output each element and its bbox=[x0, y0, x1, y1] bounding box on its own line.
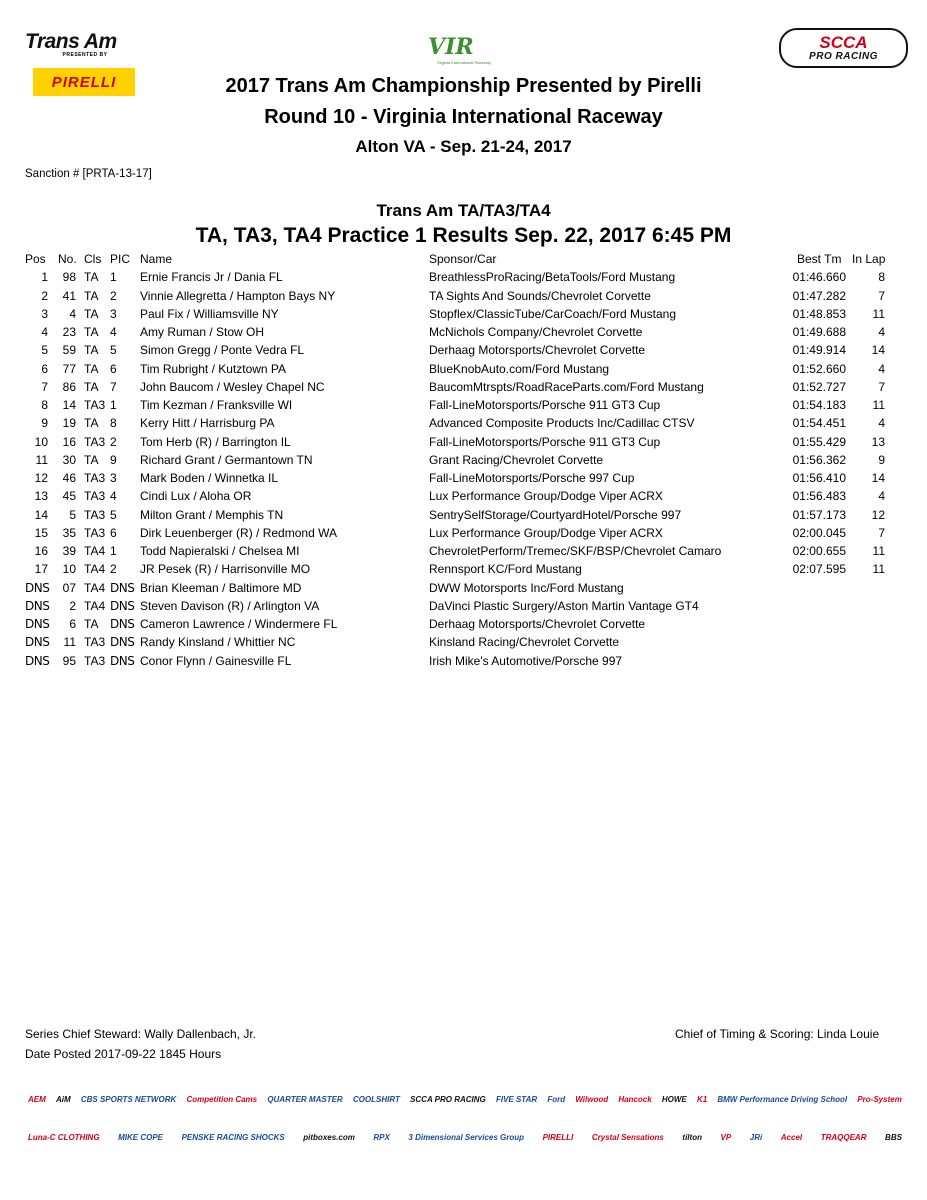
cell-sponsor-car: Fall-LineMotorsports/Porsche 911 GT3 Cup bbox=[429, 434, 661, 449]
table-row bbox=[0, 635, 927, 653]
cell-pic: 6 bbox=[110, 525, 117, 540]
cell-class: TA4 bbox=[84, 544, 106, 558]
col-header-name: Name bbox=[140, 252, 173, 266]
table-body bbox=[0, 270, 927, 672]
cell-pic: 2 bbox=[110, 562, 117, 577]
sponsor-logo: Pro-System bbox=[857, 1094, 902, 1104]
cell-best-time: 02:00.655 bbox=[792, 544, 846, 558]
cell-driver-name: Conor Flynn / Gainesville FL bbox=[140, 653, 292, 668]
sponsor-logo: Accel bbox=[780, 1132, 803, 1142]
cell-sponsor-car: Kinsland Racing/Chevrolet Corvette bbox=[429, 635, 620, 650]
cell-in-lap: 4 bbox=[878, 361, 885, 376]
cell-car-number: 41 bbox=[62, 288, 76, 303]
sponsor-logo: tilton bbox=[682, 1132, 702, 1142]
cell-in-lap: 4 bbox=[878, 325, 885, 339]
cell-pos: 12 bbox=[34, 471, 48, 485]
sponsor-logo: SCCA PRO RACING bbox=[410, 1094, 486, 1104]
cell-car-number: 6 bbox=[69, 617, 76, 631]
cell-pic: 1 bbox=[110, 398, 117, 412]
cell-pos: 16 bbox=[34, 544, 48, 558]
cell-car-number: 86 bbox=[62, 379, 76, 394]
cell-car-number: 30 bbox=[62, 452, 76, 467]
sanction-number: Sanction # [PRTA-13-17] bbox=[25, 168, 152, 180]
cell-pic: 2 bbox=[110, 434, 117, 449]
cell-sponsor-car: DaVinci Plastic Surgery/Aston Martin Vantage GT4 bbox=[429, 598, 699, 613]
cell-best-time: 01:56.483 bbox=[792, 489, 846, 504]
sponsor-logo: MIKE COPE bbox=[118, 1132, 164, 1142]
cell-in-lap: 14 bbox=[871, 471, 885, 485]
cell-car-number: 10 bbox=[62, 562, 76, 577]
col-header-in-lap: In Lap bbox=[852, 252, 886, 266]
cell-car-number: 19 bbox=[62, 416, 76, 431]
cell-car-number: 11 bbox=[63, 635, 76, 650]
cell-class: TA3 bbox=[84, 507, 106, 522]
cell-sponsor-car: McNichols Company/Chevrolet Corvette bbox=[429, 325, 643, 339]
cell-class: TA3 bbox=[84, 489, 106, 504]
sponsor-logo: Ford bbox=[547, 1094, 566, 1104]
sponsor-logo: Crystal Sensations bbox=[591, 1132, 664, 1142]
cell-best-time: 01:56.362 bbox=[792, 452, 846, 467]
cell-driver-name: Mark Boden / Winnetka IL bbox=[140, 471, 279, 485]
sponsor-logos-row-1 bbox=[25, 1088, 905, 1110]
cell-pos: DNS bbox=[25, 617, 50, 631]
cell-car-number: 16 bbox=[62, 434, 76, 449]
cell-sponsor-car: Derhaag Motorsports/Chevrolet Corvette bbox=[429, 617, 646, 631]
cell-sponsor-car: BreathlessProRacing/BetaTools/Ford Mustang bbox=[429, 270, 676, 285]
table-row bbox=[0, 416, 927, 434]
cell-pos: 6 bbox=[41, 361, 48, 376]
cell-car-number: 77 bbox=[62, 361, 76, 376]
cell-in-lap: 11 bbox=[872, 306, 885, 321]
sponsor-logo: AEM bbox=[28, 1094, 46, 1104]
trans-am-logo-text: Trans Am bbox=[25, 30, 117, 53]
cell-pic: 8 bbox=[110, 416, 117, 431]
cell-car-number: 4 bbox=[69, 306, 76, 321]
cell-sponsor-car: Fall-LineMotorsports/Porsche 911 GT3 Cup bbox=[429, 398, 661, 412]
cell-pic: DNS bbox=[110, 617, 135, 631]
cell-in-lap: 12 bbox=[871, 507, 885, 522]
cell-class: TA4 bbox=[84, 598, 106, 613]
cell-pos: DNS bbox=[25, 635, 50, 650]
table-row bbox=[0, 599, 927, 617]
sponsor-logo: AiM bbox=[55, 1094, 71, 1104]
cell-car-number: 95 bbox=[62, 653, 76, 668]
cell-pic: 1 bbox=[110, 270, 117, 285]
cell-sponsor-car: Stopflex/ClassicTube/CarCoach/Ford Mustang bbox=[429, 306, 676, 321]
pro-racing-logo-text: PRO RACING bbox=[809, 50, 878, 62]
sponsor-logo: PENSKE RACING SHOCKS bbox=[181, 1132, 285, 1142]
session-title: TA, TA3, TA4 Practice 1 Results Sep. 22, 2017 6:45 PM bbox=[195, 224, 732, 247]
chief-steward: Series Chief Steward: Wally Dallenbach, Jr. bbox=[25, 1027, 256, 1041]
cell-driver-name: JR Pesek (R) / Harrisonville MO bbox=[140, 562, 311, 577]
cell-car-number: 14 bbox=[62, 398, 76, 412]
championship-title: 2017 Trans Am Championship Presented by Pirelli bbox=[225, 75, 702, 97]
cell-sponsor-car: BlueKnobAuto.com/Ford Mustang bbox=[429, 361, 610, 376]
date-posted: Date Posted 2017-09-22 1845 Hours bbox=[25, 1047, 222, 1061]
cell-best-time: 01:47.282 bbox=[792, 288, 846, 303]
series-class-title: Trans Am TA/TA3/TA4 bbox=[376, 201, 551, 220]
cell-driver-name: Dirk Leuenberger (R) / Redmond WA bbox=[140, 525, 337, 540]
sponsor-logo: FIVE STAR bbox=[495, 1094, 538, 1104]
cell-pos: 17 bbox=[34, 562, 48, 577]
cell-pos: 5 bbox=[41, 343, 48, 358]
table-row bbox=[0, 435, 927, 453]
cell-driver-name: Cindi Lux / Aloha OR bbox=[140, 489, 252, 504]
cell-pic: 7 bbox=[110, 379, 117, 394]
sponsor-logo: QUARTER MASTER bbox=[267, 1094, 343, 1104]
cell-in-lap: 7 bbox=[878, 379, 885, 394]
cell-car-number: 45 bbox=[62, 489, 76, 504]
col-header-pic: PIC bbox=[110, 252, 131, 266]
cell-driver-name: Cameron Lawrence / Windermere FL bbox=[140, 617, 338, 631]
cell-pic: 9 bbox=[110, 452, 117, 467]
cell-driver-name: Randy Kinsland / Whittier NC bbox=[140, 635, 296, 650]
cell-driver-name: Ernie Francis Jr / Dania FL bbox=[140, 270, 283, 285]
cell-sponsor-car: Lux Performance Group/Dodge Viper ACRX bbox=[429, 525, 663, 540]
cell-pic: 4 bbox=[110, 489, 117, 504]
sponsor-logo: pitboxes.com bbox=[303, 1132, 355, 1142]
cell-pic: 3 bbox=[110, 306, 117, 321]
event-location-date: Alton VA - Sep. 21-24, 2017 bbox=[355, 137, 572, 156]
table-row bbox=[0, 453, 927, 471]
cell-car-number: 39 bbox=[62, 544, 76, 558]
cell-sponsor-car: DWW Motorsports Inc/Ford Mustang bbox=[429, 580, 624, 595]
cell-best-time: 01:46.660 bbox=[792, 270, 846, 285]
cell-in-lap: 8 bbox=[878, 270, 885, 285]
cell-driver-name: Kerry Hitt / Harrisburg PA bbox=[140, 416, 275, 431]
table-row bbox=[0, 471, 927, 489]
cell-in-lap: 4 bbox=[878, 416, 885, 431]
cell-sponsor-car: Derhaag Motorsports/Chevrolet Corvette bbox=[429, 343, 646, 358]
cell-car-number: 98 bbox=[62, 270, 76, 285]
table-row bbox=[0, 307, 927, 325]
table-row bbox=[0, 508, 927, 526]
table-row bbox=[0, 617, 927, 635]
cell-pic: DNS bbox=[110, 653, 135, 668]
cell-driver-name: Steven Davison (R) / Arlington VA bbox=[140, 598, 320, 613]
cell-sponsor-car: Grant Racing/Chevrolet Corvette bbox=[429, 452, 604, 467]
cell-best-time: 02:00.045 bbox=[792, 525, 846, 540]
cell-driver-name: Amy Ruman / Stow OH bbox=[140, 325, 265, 339]
cell-sponsor-car: SentrySelfStorage/CourtyardHotel/Porsche 997 bbox=[429, 507, 682, 522]
table-row bbox=[0, 398, 927, 416]
trans-am-logo-sub: PRESENTED BY bbox=[62, 52, 108, 58]
cell-in-lap: 11 bbox=[872, 398, 885, 412]
cell-in-lap: 14 bbox=[871, 343, 885, 358]
table-row bbox=[0, 489, 927, 507]
cell-class: TA bbox=[84, 270, 99, 285]
cell-car-number: 46 bbox=[62, 471, 76, 485]
cell-class: TA bbox=[84, 325, 99, 339]
sponsor-logo: TRAQQEAR bbox=[820, 1132, 867, 1142]
cell-class: TA3 bbox=[84, 525, 106, 540]
results-table bbox=[0, 252, 927, 672]
sponsor-logo: RPX bbox=[373, 1132, 390, 1142]
cell-sponsor-car: ChevroletPerform/Tremec/SKF/BSP/Chevrolet Camaro bbox=[429, 544, 722, 558]
scca-pro-racing-logo bbox=[779, 28, 908, 68]
cell-driver-name: Richard Grant / Germantown TN bbox=[140, 452, 313, 467]
table-row bbox=[0, 562, 927, 580]
sponsor-logo: K1 bbox=[696, 1094, 708, 1104]
cell-pic: 1 bbox=[110, 544, 117, 558]
col-header-pos: Pos bbox=[25, 252, 46, 266]
cell-in-lap: 7 bbox=[878, 525, 885, 540]
cell-in-lap: 11 bbox=[872, 562, 885, 577]
cell-best-time: 01:54.183 bbox=[792, 398, 846, 412]
cell-car-number: 59 bbox=[62, 343, 76, 358]
cell-pos: 15 bbox=[34, 525, 48, 540]
cell-pic: 3 bbox=[110, 471, 117, 485]
cell-class: TA3 bbox=[84, 653, 106, 668]
cell-driver-name: Simon Gregg / Ponte Vedra FL bbox=[140, 343, 305, 358]
sponsor-logo: CBS SPORTS NETWORK bbox=[80, 1094, 177, 1104]
vir-logo bbox=[428, 34, 500, 64]
cell-pos: 4 bbox=[41, 325, 48, 339]
cell-pos: 14 bbox=[34, 507, 48, 522]
cell-car-number: 5 bbox=[69, 507, 76, 522]
table-row bbox=[0, 581, 927, 599]
col-header-best-time: Best Tm bbox=[797, 252, 842, 266]
cell-driver-name: Paul Fix / Williamsville NY bbox=[140, 306, 279, 321]
cell-best-time: 02:07.595 bbox=[792, 562, 846, 577]
cell-class: TA3 bbox=[84, 635, 106, 650]
cell-driver-name: Brian Kleeman / Baltimore MD bbox=[140, 580, 302, 595]
table-row bbox=[0, 325, 927, 343]
cell-class: TA4 bbox=[84, 580, 106, 595]
table-row bbox=[0, 270, 927, 288]
sponsor-logo: PIRELLI bbox=[542, 1132, 574, 1142]
col-header-no: No. bbox=[58, 252, 77, 266]
cell-driver-name: Milton Grant / Memphis TN bbox=[140, 507, 284, 522]
cell-best-time: 01:49.688 bbox=[792, 325, 846, 339]
cell-in-lap: 9 bbox=[878, 452, 885, 467]
sponsor-logo: BMW Performance Driving School bbox=[717, 1094, 848, 1104]
cell-in-lap: 7 bbox=[878, 288, 885, 303]
cell-in-lap: 11 bbox=[872, 544, 885, 558]
cell-sponsor-car: TA Sights And Sounds/Chevrolet Corvette bbox=[429, 288, 651, 303]
cell-class: TA bbox=[84, 306, 99, 321]
cell-driver-name: Vinnie Allegretta / Hampton Bays NY bbox=[140, 288, 336, 303]
cell-car-number: 35 bbox=[62, 525, 76, 540]
cell-pos: 9 bbox=[41, 416, 48, 431]
cell-class: TA bbox=[84, 288, 99, 303]
cell-sponsor-car: Rennsport KC/Ford Mustang bbox=[429, 562, 582, 577]
cell-in-lap: 4 bbox=[878, 489, 885, 504]
cell-pos: 8 bbox=[41, 398, 48, 412]
round-title: Round 10 - Virginia International Raceway bbox=[264, 106, 663, 128]
sponsor-logo: BBS bbox=[885, 1132, 902, 1142]
cell-pos: 3 bbox=[41, 306, 48, 321]
cell-class: TA3 bbox=[84, 471, 106, 485]
table-row bbox=[0, 289, 927, 307]
table-row bbox=[0, 380, 927, 398]
chief-timing-scoring: Chief of Timing & Scoring: Linda Louie bbox=[675, 1027, 880, 1041]
cell-driver-name: Tim Kezman / Franksville WI bbox=[140, 398, 293, 412]
cell-car-number: 23 bbox=[62, 325, 76, 339]
cell-pic: 2 bbox=[110, 288, 117, 303]
cell-pic: DNS bbox=[110, 580, 135, 595]
cell-car-number: 2 bbox=[69, 598, 76, 613]
cell-pos: DNS bbox=[25, 580, 50, 595]
sponsor-logo: JRi bbox=[749, 1132, 763, 1142]
cell-best-time: 01:55.429 bbox=[792, 434, 846, 449]
table-header-row bbox=[0, 252, 927, 270]
cell-pic: 6 bbox=[110, 361, 117, 376]
cell-best-time: 01:52.660 bbox=[792, 361, 846, 376]
cell-sponsor-car: Fall-LineMotorsports/Porsche 997 Cup bbox=[429, 471, 635, 485]
sponsor-logo: 3 Dimensional Services Group bbox=[408, 1132, 525, 1142]
cell-class: TA3 bbox=[84, 434, 106, 449]
cell-pos: 13 bbox=[34, 489, 48, 504]
cell-class: TA bbox=[84, 452, 99, 467]
table-row bbox=[0, 526, 927, 544]
cell-sponsor-car: BaucomMtrspts/RoadRaceParts.com/Ford Mustang bbox=[429, 379, 704, 394]
cell-driver-name: Tim Rubright / Kutztown PA bbox=[140, 361, 287, 376]
sponsor-logo: HOWE bbox=[661, 1094, 687, 1104]
cell-best-time: 01:56.410 bbox=[792, 471, 846, 485]
cell-pos: DNS bbox=[25, 598, 50, 613]
cell-class: TA bbox=[84, 617, 99, 631]
sponsor-logo: COOLSHIRT bbox=[352, 1094, 400, 1104]
sponsor-logo: Hancock bbox=[618, 1094, 652, 1104]
col-header-sponsor: Sponsor/Car bbox=[429, 252, 497, 266]
cell-sponsor-car: Advanced Composite Products Inc/Cadillac CTSV bbox=[429, 416, 695, 431]
cell-class: TA bbox=[84, 361, 99, 376]
cell-class: TA bbox=[84, 343, 99, 358]
cell-sponsor-car: Irish Mike's Automotive/Porsche 997 bbox=[429, 653, 623, 668]
cell-pos: DNS bbox=[25, 653, 50, 668]
cell-car-number: 07 bbox=[62, 580, 76, 595]
cell-pic: 5 bbox=[110, 507, 117, 522]
vir-logo-sub: Virginia International Raceway bbox=[437, 60, 491, 65]
sponsor-logo: Competition Cams bbox=[186, 1094, 258, 1104]
cell-in-lap: 13 bbox=[871, 434, 885, 449]
sponsor-logos-row-2 bbox=[25, 1126, 905, 1148]
cell-pic: DNS bbox=[110, 635, 135, 650]
trans-am-logo bbox=[25, 30, 145, 58]
cell-best-time: 01:49.914 bbox=[792, 343, 846, 358]
cell-pos: 10 bbox=[34, 434, 48, 449]
pirelli-logo-text: PIRELLI bbox=[51, 73, 117, 91]
cell-best-time: 01:48.853 bbox=[792, 306, 846, 321]
cell-driver-name: Todd Napieralski / Chelsea MI bbox=[140, 544, 300, 558]
cell-class: TA3 bbox=[84, 398, 106, 412]
cell-pos: 11 bbox=[35, 452, 48, 467]
cell-driver-name: John Baucom / Wesley Chapel NC bbox=[140, 379, 325, 394]
cell-driver-name: Tom Herb (R) / Barrington IL bbox=[140, 434, 291, 449]
sponsor-logo: Wilwood bbox=[575, 1094, 609, 1104]
col-header-cls: Cls bbox=[84, 252, 102, 266]
cell-class: TA bbox=[84, 379, 99, 394]
cell-pic: 4 bbox=[110, 325, 117, 339]
cell-pos: 1 bbox=[41, 270, 48, 285]
table-row bbox=[0, 654, 927, 672]
cell-best-time: 01:52.727 bbox=[792, 379, 846, 394]
table-row bbox=[0, 362, 927, 380]
table-row bbox=[0, 343, 927, 361]
cell-best-time: 01:54.451 bbox=[792, 416, 846, 431]
cell-class: TA4 bbox=[84, 562, 106, 577]
cell-pic: 5 bbox=[110, 343, 117, 358]
vir-logo-text: VIR bbox=[428, 34, 474, 60]
cell-pos: 2 bbox=[41, 288, 48, 303]
cell-class: TA bbox=[84, 416, 99, 431]
table-row bbox=[0, 544, 927, 562]
sponsor-logo: Luna-C CLOTHING bbox=[28, 1132, 100, 1142]
cell-best-time: 01:57.173 bbox=[792, 507, 846, 522]
cell-pic: DNS bbox=[110, 598, 135, 613]
scca-logo-text: SCCA bbox=[819, 32, 868, 52]
cell-sponsor-car: Lux Performance Group/Dodge Viper ACRX bbox=[429, 489, 663, 504]
cell-pos: 7 bbox=[41, 379, 48, 394]
sponsor-logo: VP bbox=[720, 1132, 732, 1142]
